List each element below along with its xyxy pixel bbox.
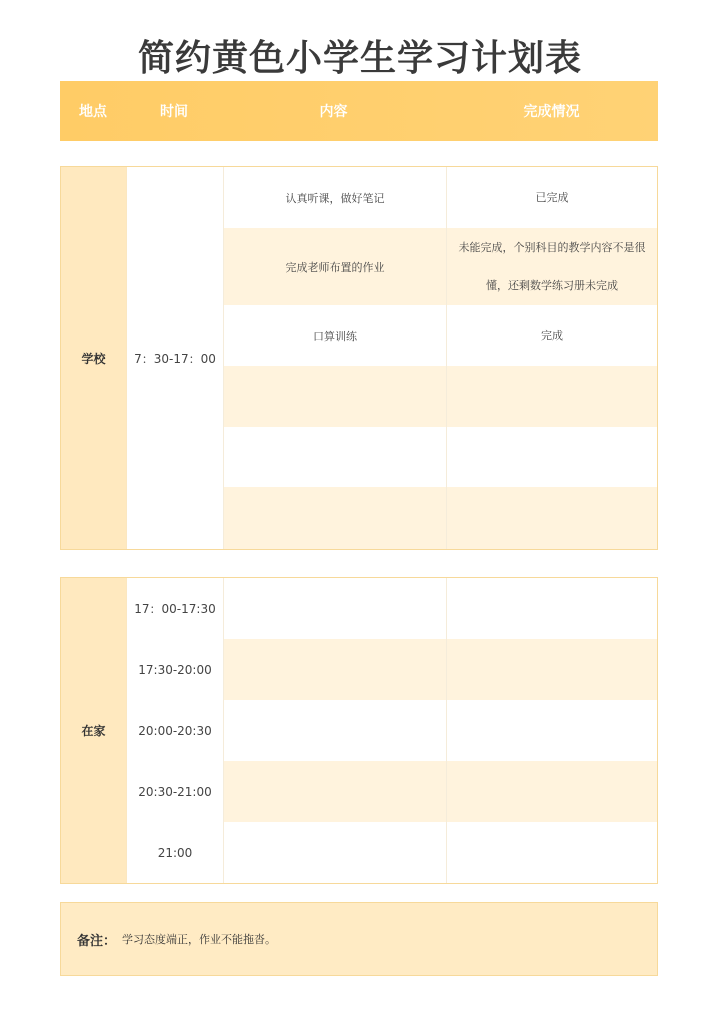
home-time: 17:30-20:00 [138, 662, 212, 677]
table-row [224, 305, 657, 366]
status-cell [447, 366, 657, 427]
school-location-cell: 学校 [61, 167, 127, 549]
status-cell [447, 487, 657, 549]
table-row [224, 427, 657, 487]
status-cell [447, 822, 657, 883]
home-time-column [127, 578, 224, 883]
table-row [224, 700, 657, 761]
header-content: 内容 [319, 104, 348, 120]
content-cell: 口算训练 [224, 305, 447, 366]
status-cell [447, 639, 657, 700]
header-status: 完成情况 [523, 104, 580, 120]
notes-box [60, 902, 658, 976]
school-time: 7：30-17：00 [134, 351, 216, 366]
home-rows [224, 578, 657, 883]
table-row [224, 822, 657, 883]
home-time: 21:00 [157, 845, 193, 860]
header-location: 地点 [79, 104, 107, 120]
content-cell: 完成老师布置的作业 [224, 228, 447, 305]
school-section [60, 166, 658, 550]
status-cell [447, 761, 657, 822]
content-cell [224, 822, 447, 883]
status-cell: 已完成 [535, 190, 569, 204]
home-time: 20:00-20:30 [138, 723, 212, 738]
content-cell [224, 761, 447, 822]
status-cell [447, 578, 657, 639]
table-row [224, 761, 657, 822]
table-row [224, 487, 657, 549]
school-rows [224, 167, 657, 549]
content-cell [224, 366, 447, 427]
page-title: 简约黄色小学生学习计划表 [137, 38, 582, 79]
content-cell: 认真听课，做好笔记 [224, 167, 447, 228]
status-cell [447, 427, 657, 487]
content-cell [224, 578, 447, 639]
header-time: 时间 [160, 104, 188, 120]
notes-label: 备注： [77, 933, 117, 949]
home-time: 20:30-21:00 [138, 784, 212, 799]
table-row [224, 228, 657, 305]
notes-text: 学习态度端正，作业不能拖沓。 [122, 933, 277, 946]
content-cell [224, 487, 447, 549]
home-time: 17：00-17:30 [134, 602, 216, 616]
home-location-cell: 在家 [61, 578, 127, 883]
content-cell [224, 700, 447, 761]
home-section [60, 577, 658, 884]
school-time-column [127, 167, 224, 549]
table-row [224, 639, 657, 700]
status-cell: 未能完成，个别科目的教学内容不是很懂，还剩数学练习册未完成 [458, 240, 646, 292]
content-cell [224, 639, 447, 700]
status-cell: 完成 [541, 328, 563, 342]
table-row [224, 578, 657, 639]
status-cell [447, 700, 657, 761]
content-cell [224, 427, 447, 487]
table-row [224, 167, 657, 228]
table-header [60, 81, 658, 141]
table-row [224, 366, 657, 427]
